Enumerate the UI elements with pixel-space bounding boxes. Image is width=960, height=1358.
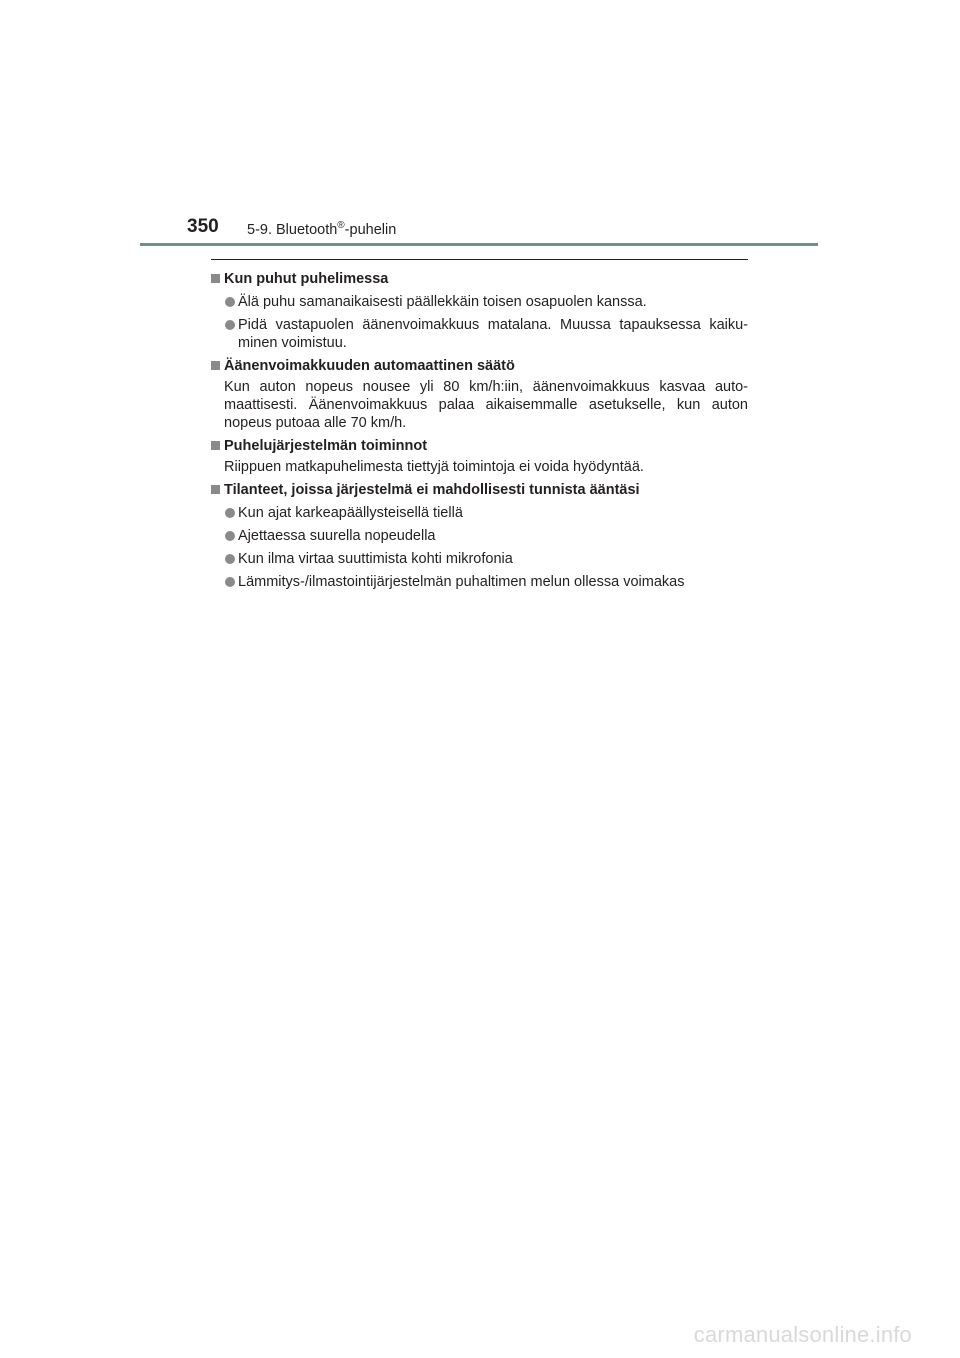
bullet-item <box>211 293 748 311</box>
paragraph: Riippuen matkapuhelimesta tiettyjä toimintoja ei voida hyödyntää. <box>224 459 644 475</box>
heading-text: Puhelujärjestelmän toiminnot <box>224 438 428 454</box>
bullet-text: Ajettaessa suurella nopeudella <box>238 528 436 544</box>
bullet-item <box>211 316 748 352</box>
circle-bullet-icon <box>225 508 235 518</box>
circle-bullet-icon <box>225 297 235 307</box>
bullet-text: Kun ajat karkeapäällysteisellä tiellä <box>238 505 463 521</box>
bullet-text: Pidä vastapuolen äänenvoimakkuus matalana. Muussa tapauksessa kaiku-minen voimistuu. <box>238 317 748 351</box>
content <box>211 265 748 591</box>
header-rule <box>140 243 818 246</box>
registered-mark: ® <box>337 220 345 231</box>
section-heading <box>211 357 748 375</box>
heading-text: Äänenvoimakkuuden automaattinen säätö <box>224 358 515 374</box>
bullet-text: Älä puhu samanaikaisesti päällekkäin toisen osapuolen kanssa. <box>238 294 647 310</box>
section-heading <box>211 270 748 288</box>
bullet-text: Lämmitys-/ilmastointijärjestelmän puhaltimen melun ollessa voimakas <box>238 574 685 590</box>
heading-text: Tilanteet, joissa järjestelmä ei mahdollisesti tunnista ääntäsi <box>224 482 640 498</box>
page-number: 350 <box>187 216 219 237</box>
circle-bullet-icon <box>225 577 235 587</box>
heading-text: Kun puhut puhelimessa <box>224 271 389 287</box>
bullet-item <box>211 504 748 522</box>
bullet-item <box>211 550 748 568</box>
bullet-item <box>211 527 748 545</box>
square-bullet-icon <box>211 361 220 370</box>
section-heading <box>211 481 748 499</box>
section-title-suffix: -puhelin <box>344 222 397 238</box>
bullet-item <box>211 573 748 591</box>
square-bullet-icon <box>211 485 220 494</box>
content-rule <box>211 259 748 260</box>
section-title-text: 5-9. Bluetooth <box>247 222 338 238</box>
paragraph: Kun auton nopeus nousee yli 80 km/h:iin, äänenvoimakkuus kasvaa auto-maattisesti. Äänenvoimakkuus palaa aikaisemmalle asetukselle, kun auton nopeus putoaa alle 70 km/h. <box>224 379 748 431</box>
circle-bullet-icon <box>225 554 235 564</box>
watermark: carmanualsonline.info <box>693 1322 912 1347</box>
circle-bullet-icon <box>225 531 235 541</box>
square-bullet-icon <box>211 441 220 450</box>
square-bullet-icon <box>211 274 220 283</box>
section-title <box>247 220 396 238</box>
circle-bullet-icon <box>225 320 235 330</box>
section-heading <box>211 437 748 455</box>
bullet-text: Kun ilma virtaa suuttimista kohti mikrofonia <box>238 551 513 567</box>
